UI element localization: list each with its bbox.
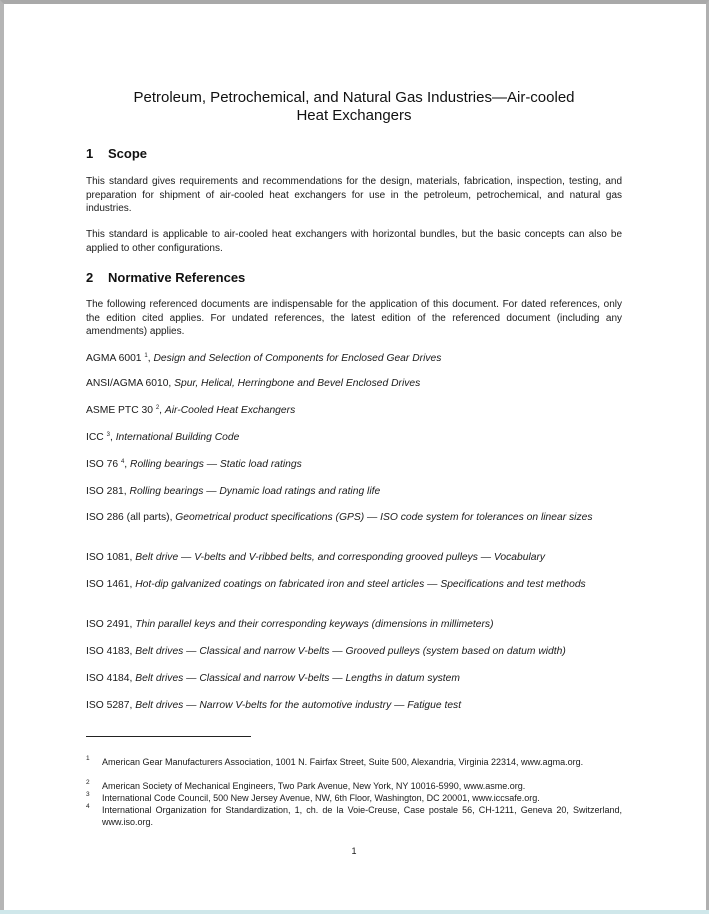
reference-code: ISO 2491 [86, 619, 130, 630]
reference-item: ANSI/AGMA 6010, Spur, Helical, Herringbone and Bevel Enclosed Drives [86, 378, 421, 389]
reference-item: ISO 4184, Belt drives — Classical and narrow V-belts — Lengths in datum system [86, 673, 460, 684]
reference-code: ISO 4184 [86, 673, 130, 684]
footnote-number: 2 [86, 779, 90, 786]
scope-paragraph-1: This standard gives requirements and recommendations for the design, materials, fabrication, inspection, testing, and preparation for shipment of air-cooled heat exchangers for use in the petroleum, petrochemical, and natural gas industries. [86, 176, 622, 214]
reference-code: ANSI/AGMA 6010 [86, 378, 169, 389]
reference-title: Belt drives — Classical and narrow V-belts — Grooved pulleys (system based on datum width) [135, 646, 566, 657]
viewer-bottom-edge [0, 910, 709, 914]
reference-item: ISO 5287, Belt drives — Narrow V-belts for the automotive industry — Fatigue test [86, 700, 462, 711]
reference-title: Spur, Helical, Herringbone and Bevel Enclosed Drives [174, 378, 421, 389]
reference-code: ISO 286 (all parts) [86, 512, 170, 523]
reference-item: ISO 1461, Hot-dip galvanized coatings on fabricated iron and steel articles — Specifications and test methods [86, 579, 586, 590]
footnote-number: 4 [86, 803, 90, 810]
section-number: 1 [86, 146, 94, 161]
reference-code: ASME PTC 30 [86, 405, 153, 416]
footnote [86, 757, 622, 769]
section-title: Scope [108, 146, 148, 161]
reference-title: Belt drive — V-belts and V-ribbed belts, and corresponding grooved pulleys — Vocabulary [135, 552, 546, 563]
footnote-text: American Society of Mechanical Engineers, Two Park Avenue, New York, NY 10016-5990, www.asme.org. [102, 781, 526, 791]
reference-title: Belt drives — Classical and narrow V-belts — Lengths in datum system [135, 673, 460, 684]
reference-code: ISO 5287 [86, 700, 130, 711]
reference-item: ISO 2491, Thin parallel keys and their corresponding keyways (dimensions in millimeters) [86, 619, 494, 630]
footnote-marker: 1 [144, 353, 148, 359]
document-title [86, 89, 622, 125]
reference-item: ISO 76 $^4$, Rolling bearings — Static load ratings [86, 459, 302, 470]
reference-item: ISO 4183, Belt drives — Classical and narrow V-belts — Grooved pulleys (system based on datum width) [86, 646, 566, 657]
reference-item: AGMA 6001 $^1$, Design and Selection of Components for Enclosed Gear Drives [86, 353, 442, 364]
reference-item: ISO 1081, Belt drive — V-belts and V-ribbed belts, and corresponding grooved pulleys — Vocabulary [86, 552, 546, 563]
title-line-1: Petroleum, Petrochemical, and Natural Gas Industries—Air-cooled [133, 89, 575, 106]
footnote [86, 793, 622, 805]
reference-title: Rolling bearings — Dynamic load ratings and rating life [129, 486, 381, 497]
reference-code: ISO 281 [86, 486, 124, 497]
footnote-number: 3 [86, 791, 90, 798]
reference-code: ISO 1461 [86, 579, 130, 590]
footnote-number: 1 [86, 755, 90, 762]
footnote-text: International Code Council, 500 New Jersey Avenue, NW, 6th Floor, Washington, DC 20001, www.iccsafe.org. [102, 793, 540, 803]
footnote [86, 805, 622, 828]
footnote-marker: 3 [106, 432, 110, 438]
page-number: 1 [351, 846, 357, 856]
footnote-marker: 2 [155, 405, 160, 411]
reference-title: Design and Selection of Components for Enclosed Gear Drives [153, 353, 442, 364]
footnote-separator [86, 736, 251, 737]
reference-title: Hot-dip galvanized coatings on fabricated iron and steel articles — Specifications and test methods [135, 579, 586, 590]
section-2-heading [86, 270, 245, 286]
reference-item: ICC $^3$, International Building Code [86, 432, 240, 443]
section-1-heading [86, 146, 147, 162]
reference-code: ISO 76 [86, 459, 119, 470]
reference-item: ASME PTC 30 $^2$, Air-Cooled Heat Exchangers [86, 405, 296, 416]
reference-item: ISO 286 (all parts), Geometrical product specifications (GPS) — ISO code system for tolerances on linear sizes [86, 512, 593, 523]
reference-code: ISO 4183 [86, 646, 130, 657]
normative-intro-paragraph: The following referenced documents are indispensable for the application of this document. For dated references, only the edition cited applies. For undated references, the latest edition of the referenced document (including any amendments) applies. [86, 299, 622, 337]
footnote-marker: 4 [120, 459, 125, 465]
reference-title: Rolling bearings — Static load ratings [130, 459, 302, 470]
reference-item: ISO 281, Rolling bearings — Dynamic load ratings and rating life [86, 486, 381, 497]
reference-title: Belt drives — Narrow V-belts for the automotive industry — Fatigue test [135, 700, 462, 711]
section-title: Normative References [108, 270, 246, 285]
reference-title: International Building Code [115, 432, 240, 443]
title-line-2: Heat Exchangers [296, 107, 412, 124]
reference-title: Geometrical product specifications (GPS) — ISO code system for tolerances on linear sizes [175, 512, 593, 523]
reference-code: ISO 1081 [86, 552, 130, 563]
reference-title: Air-Cooled Heat Exchangers [164, 405, 296, 416]
section-number: 2 [86, 270, 94, 285]
scope-paragraph-2: This standard is applicable to air-cooled heat exchangers with horizontal bundles, but the basic concepts can also be applied to other configurations. [86, 229, 622, 254]
footnote [86, 781, 622, 793]
footnote-text: International Organization for Standardization, 1, ch. de la Voie-Creuse, Case postale 56, CH-1211, Geneva 20, Switzerland, www.iso.org. [102, 805, 622, 827]
reference-code: ICC [86, 432, 104, 443]
footnote-text: American Gear Manufacturers Association, 1001 N. Fairfax Street, Suite 500, Alexandria, Virginia 22314, www.agma.org. [102, 757, 584, 767]
reference-title: Thin parallel keys and their corresponding keyways (dimensions in millimeters) [135, 619, 494, 630]
reference-code: AGMA 6001 [86, 353, 142, 364]
